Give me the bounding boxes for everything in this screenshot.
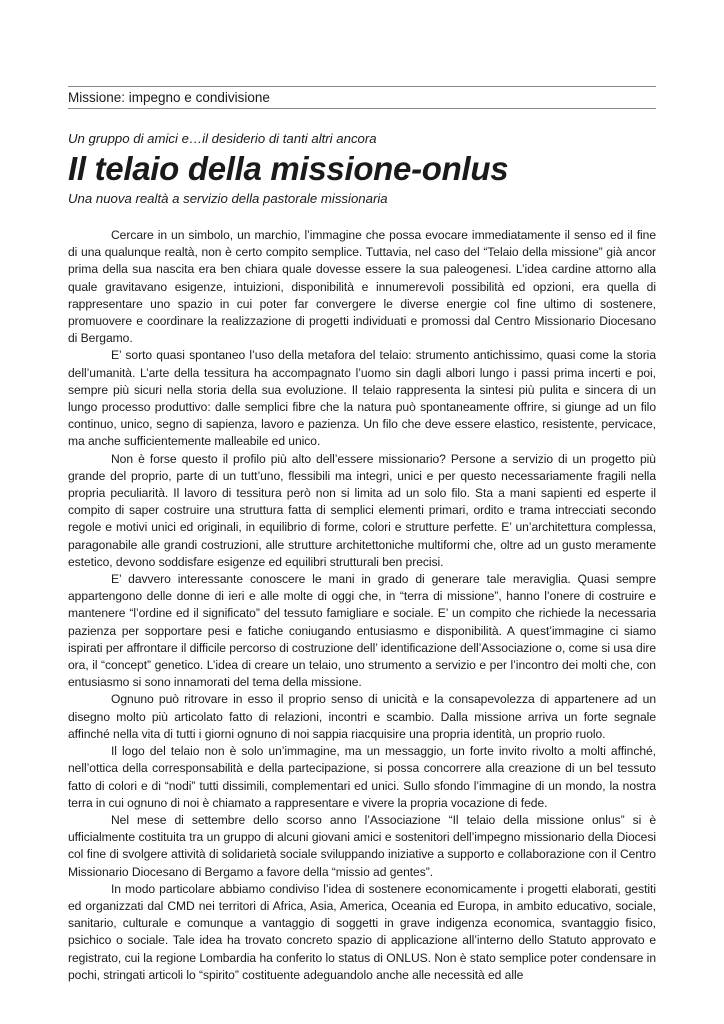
paragraph: E’ davvero interessante conoscere le mani in grado di generare tale meraviglia. Quasi sempre appartengono delle donne di ieri e alle molte di oggi che, in “terra di missione”, hanno l’onere di costruire e mantenere “l’ordine ed il significato” del tessuto famigliare e sociale. E’ un compito che richiede la necessaria pazienza per sopportare pesi e fatiche coniugando entusiasmo e disponibilità. A quest’immagine ci siamo ispirati per affrontare il difficile percorso di costruzione dell’ identificazione dell’Associazione o, come si usa dire ora, il “concept” genetico. L’idea di creare un telaio, uno strumento a servizio e per l’incontro dei molti che, con entusiasmo si sono innamorati del tema della missione. [68, 572, 656, 690]
paragraph: Nel mese di settembre dello scorso anno l’Associazione “Il telaio della missione onlus” si è ufficialmente costituita tra un gruppo di alcuni giovani amici e sostenitori dell’impegno missionario della Diocesi col fine di svolgere attività di solidarietà sociale sviluppando iniziative a supporto e collaborazione con il Centro Missionario Diocesano di Bergamo a favore della “missio ad gentes”. [68, 812, 656, 879]
paragraph: Non è forse questo il profilo più alto dell’essere missionario? Persone a servizio di un progetto più grande del proprio, parte di un tutt’uno, flessibili ma integri, unici e per questo necessariamente fragili nella propria peculiarità. Il lavoro di tessitura però non si limita ad un solo filo. Sta a mani sapienti ed esperte il compito di saper costruire una struttura fatta di semplici elementi primari, ordito e trama intrecciati secondo regole e motivi unici ed originali, in equilibrio di forme, colori e strutture perfette. E’ un’architettura complessa, paragonabile alle grandi costruzioni, alle strutture architettoniche multiformi che, oltre ad un gusto meramente estetico, devono soddisfare esigenze ed equilibri strutturali ben precisi. [68, 451, 656, 569]
paragraph: Ognuno può ritrovare in esso il proprio senso di unicità e la consapevolezza di appartenere ad un disegno molto più articolato fatto di relazioni, incontri e scambio. Dalla missione arriva un forte segnale affinché nella vita di tutti i giorni ognuno di noi sappia riacquisire una propria identità, un proprio ruolo. [68, 692, 656, 741]
paragraph: Cercare in un simbolo, un marchio, l’immagine che possa evocare immediatamente il senso ed il fine di una qualunque realtà, non è certo compito semplice. Tuttavia, nel caso del “Telaio della missione” già ancor prima della sua nascita era ben chiara quale dovesse essere la sua paleogenesi. L’idea cardine attorno alla quale gravitavano esigenze, intuizioni, disponibilità e innumerevoli possibilità ed opzioni, era quella di rappresentare uno spazio in cui poter far convergere le diverse energie col fine ultimo di sostenere, promuovere e coordinare la realizzazione di progetti individuati e promossi dal Centro Missionario Diocesano di Bergamo. [68, 228, 656, 346]
paragraph: Il logo del telaio non è solo un’immagine, ma un messaggio, un forte invito rivolto a molti affinché, nell’ottica della corresponsabilità e della partecipazione, si possa concorrere alla creazione di un bel tessuto fatto di colori e di “nodi” tutti dissimili, complementari ed unici. Sullo sfondo l’immagine di un mondo, la nostra terra in cui ognuno di noi è chiamato a rappresentare e vivere la propria vocazione di fede. [68, 744, 656, 810]
article-subtitle: Una nuova realtà a servizio della pastorale missionaria [68, 191, 388, 206]
article-kicker: Un gruppo di amici e…il desiderio di tanti altri ancora [68, 131, 377, 146]
paragraph: In modo particolare abbiamo condiviso l’idea di sostenere economicamente i progetti elaborati, gestiti ed organizzati dal CMD nei territori di Africa, Asia, America, Oceania ed Europa, in ambito educativo, sociale, sanitario, culturale e comunque a vantaggio di soggetti in grave indigenza economica, svantaggio fisico, psichico o sociale. Tale idea ha trovato concreto spazio di applicazione all’interno dello Statuto approvato e registrato, cui la regione Lombardia ha conferito lo status di ONLUS. Non è stato semplice poter condensare in pochi, stringati articoli lo “spirito” costituente adeguandolo anche alle necessità ed alle [68, 881, 656, 982]
document-page [68, 86, 656, 984]
article-body [68, 227, 656, 984]
article-title: Il telaio della missione-onlus [68, 150, 509, 187]
section-header [68, 86, 656, 109]
section-header-label: Missione: impegno e condivisione [68, 90, 270, 105]
paragraph: E’ sorto quasi spontaneo l’uso della metafora del telaio: strumento antichissimo, quasi come la storia dell’umanità. L’arte della tessitura ha accompagnato l’uomo sin dagli albori lungo i passi prima incerti e poi, sempre più sicuri nella storia della sua evoluzione. Il telaio rappresenta la sintesi più pulita e sincera di un lungo processo produttivo: dalle semplici fibre che la natura può spontaneamente offrire, si giunge ad un filo continuo, unico, segno di sapienza, lavoro e pazienza. Un filo che deve essere elastico, resistente, pervicace, ma anche sufficientemente malleabile ed unico. [68, 348, 656, 449]
